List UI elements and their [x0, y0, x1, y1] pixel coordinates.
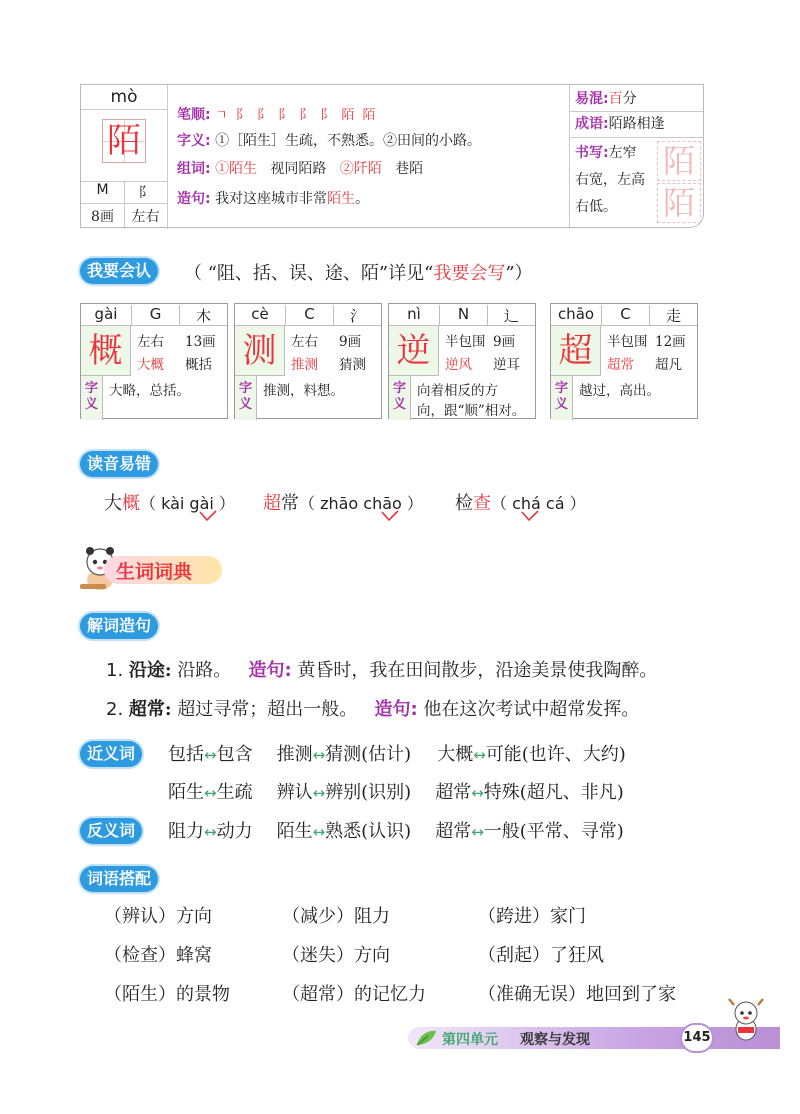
explain-item-2 [106, 695, 639, 721]
sentence-post: 。 [355, 191, 370, 207]
word-pair [435, 778, 624, 804]
pair-word-a: 包括 [168, 744, 204, 765]
recognize-note-pre: （ “阻、括、误、途、陌”详见“ [184, 263, 434, 284]
tracing-char-1: 陌 [662, 142, 695, 180]
pair-word-a: 超常 [435, 821, 472, 842]
card-radical: 木 [179, 305, 227, 326]
pair-word-b: 动力 [216, 821, 253, 842]
double-arrow-icon: ↔ [312, 746, 326, 764]
writing-text-1: 左窄 [608, 145, 637, 161]
card-structure: 半包围 [607, 334, 648, 350]
pinyin: mò [110, 87, 138, 107]
pair-word-a: 大概 [437, 744, 474, 765]
pair-word-a: 陌生 [276, 821, 313, 842]
confuse-text: 分 [622, 91, 637, 107]
sentence-pre: 我对这座城市非常 [215, 191, 328, 207]
stroke-order-sequence: ㄱ 阝 阝 阝 阝 阝 陌 陌 [215, 108, 378, 123]
section-pill-antonyms: 反义词 [80, 818, 142, 844]
word-2: ②阡陌 [339, 161, 382, 177]
section-pill-synonyms: 近义词 [80, 741, 142, 767]
card-meaning [579, 381, 660, 401]
check-mark-icon [198, 510, 218, 522]
card-character-box [551, 326, 601, 376]
stroke-order-label: 笔顺: [177, 107, 211, 123]
pron-2-pinyin: （ zhāo chāo ） [299, 494, 423, 513]
recognize-note-post: ”） [505, 263, 533, 284]
card-word-red: 推测 [291, 357, 318, 373]
collocation-item: （减少）阻力 [282, 906, 390, 927]
double-arrow-icon: ↔ [312, 784, 326, 802]
word-pair [168, 778, 253, 804]
pron-3-red: 查 [473, 493, 491, 514]
section-pill-explain: 解词造句 [80, 613, 158, 639]
card-word: 概括 [185, 357, 212, 373]
recognize-card [550, 303, 698, 419]
card-word: 猜测 [339, 357, 366, 373]
pair-word-b: 辨别(识别) [325, 782, 412, 803]
card-word-red: 逆风 [445, 357, 472, 373]
footer-unit: 第四单元 [442, 1032, 498, 1048]
card-header-row [235, 304, 381, 326]
word-pair [277, 778, 412, 804]
dictionary-title: 生词词典 [116, 561, 193, 583]
card-header-row [551, 304, 697, 326]
card-word: 超凡 [655, 357, 682, 373]
meaning-line [177, 131, 481, 151]
pair-word-b: 一般(平常、寻常) [483, 821, 624, 842]
page-number: 145 [680, 1023, 714, 1053]
word-pair [168, 817, 253, 843]
double-arrow-icon: ↔ [473, 746, 486, 764]
idiom-line [575, 114, 665, 134]
pair-word-a: 阻力 [168, 821, 204, 842]
card-meaning-label: 字义 [389, 376, 411, 420]
card-radical: 氵 [333, 305, 381, 326]
words-label: 组词: [177, 161, 211, 177]
tracing-box-1 [657, 141, 701, 181]
synonyms-row-1 [168, 740, 626, 766]
explain-item-1 [106, 656, 657, 682]
collocation-item: （迷失）方向 [282, 945, 390, 966]
word-1b: 视同陌路 [270, 161, 327, 177]
confuse-line [575, 89, 637, 109]
double-arrow-icon: ↔ [204, 746, 217, 764]
word-2b: 巷陌 [395, 161, 424, 177]
idiom-label: 成语: [575, 116, 609, 132]
word-pair [168, 740, 253, 766]
pair-word-b: 包含 [216, 744, 253, 765]
double-arrow-icon: ↔ [471, 823, 484, 841]
tracing-box-2 [657, 183, 701, 223]
pair-word-a: 辨认 [276, 782, 313, 803]
card-structure: 左右 [291, 334, 318, 350]
card-character-box [389, 326, 439, 376]
pron-1-pinyin: （ kài gài ） [140, 494, 235, 513]
explain-2-sentence: 他在这次考试中超常发挥。 [423, 699, 640, 720]
explain-1-label: 造句: [248, 660, 292, 681]
footer-title: 观察与发现 [520, 1032, 590, 1048]
meaning-label: 字义: [177, 133, 211, 149]
writing-line [575, 143, 637, 163]
card-character: 测 [242, 331, 277, 371]
card-letter: G [131, 305, 179, 326]
card-meaning-label: 字义 [235, 376, 257, 420]
card-pinyin: chāo [557, 305, 595, 323]
card-meaning [263, 381, 344, 401]
card-strokes: 13画 [185, 334, 216, 350]
card-word-red: 大概 [137, 357, 164, 373]
card-header-row [81, 304, 227, 326]
word-pair [437, 740, 626, 766]
explain-1-def: 沿路。 [177, 660, 232, 681]
card-meaning-line-1: 大略，总括。 [109, 383, 190, 399]
check-mark-icon [520, 510, 540, 522]
recognize-card [80, 303, 228, 419]
footer-bar [408, 1023, 800, 1053]
stroke-order-line [177, 105, 378, 126]
card-meaning-line-1: 越过，高出。 [579, 383, 660, 399]
explain-1-sentence: 黄昏时，我在田间散步，沿途美景使我陶醉。 [297, 660, 658, 681]
card-header-row [389, 304, 535, 326]
pair-word-b: 生疏 [216, 782, 253, 803]
card-word: 逆耳 [493, 357, 520, 373]
character-card [80, 84, 704, 228]
card-structure: 半包围 [445, 334, 486, 350]
synonyms-row-2 [168, 778, 624, 804]
sentence-label: 造句: [177, 191, 211, 207]
section-pill-pronunciation: 读音易错 [80, 451, 158, 477]
pron-1-pre: 大 [104, 493, 122, 514]
collocation-item: （陌生）的景物 [104, 984, 230, 1005]
pair-word-b: 特殊(超凡、非凡) [483, 782, 624, 803]
card-structure: 左右 [137, 334, 164, 350]
confuse-char: 百 [608, 91, 623, 107]
explain-1-term: 沿途: [128, 660, 172, 681]
card-meaning-line-1: 推测，料想。 [263, 383, 344, 399]
pair-word-b: 熟悉(认识) [325, 821, 412, 842]
structure: 左右 [131, 209, 160, 225]
recognize-card [388, 303, 536, 419]
word-pair [435, 817, 624, 843]
section-pill-recognize: 我要会认 [80, 258, 158, 284]
card-radical: 辶 [487, 305, 535, 326]
card-word-red: 超常 [607, 357, 634, 373]
explain-2-num: 2. [106, 699, 124, 720]
explain-2-def: 超过寻常；超出一般。 [177, 699, 358, 720]
meaning-text: ①［陌生］生疏，不熟悉。②田间的小路。 [215, 133, 482, 149]
card-character-box [81, 326, 131, 376]
collocation-item: （刮起）了狂风 [478, 945, 604, 966]
recognize-card [234, 303, 382, 419]
card-letter: C [285, 305, 333, 326]
card-meaning-line-2: 向，跟“顺”相对。 [417, 403, 526, 419]
cartoon-mascot-icon [724, 997, 768, 1043]
writing-label: 书写: [575, 145, 609, 161]
pron-2-red: 超 [263, 493, 281, 514]
collocation-item: （检查）蜂窝 [104, 945, 212, 966]
card-letter: C [601, 305, 649, 326]
character-box [102, 119, 146, 163]
double-arrow-icon: ↔ [204, 823, 217, 841]
card-letter: N [439, 305, 487, 326]
radical-letter: M [96, 182, 109, 198]
card-meaning [417, 381, 525, 421]
writing-text-2: 右宽，左高 [575, 172, 645, 188]
card-strokes: 9画 [493, 334, 516, 350]
collocation-item: （准确无误）地回到了家 [478, 984, 676, 1005]
word-pair [277, 740, 412, 766]
recognize-note-link: 我要会写 [433, 263, 506, 284]
card-strokes: 12画 [655, 334, 686, 350]
collocation-item: （辨认）方向 [104, 906, 212, 927]
collocation-item: （超常）的记忆力 [282, 984, 426, 1005]
tracing-char-2: 陌 [662, 184, 695, 222]
card-character: 超 [558, 331, 593, 371]
card-character: 逆 [396, 331, 431, 371]
pair-word-b: 可能(也许、大约) [485, 744, 626, 765]
double-arrow-icon: ↔ [204, 784, 217, 802]
recognize-note [184, 259, 533, 285]
leaf-icon [414, 1027, 438, 1049]
pron-1-red: 概 [122, 493, 140, 514]
double-arrow-icon: ↔ [471, 784, 484, 802]
writing-text-3: 右低。 [575, 199, 617, 215]
check-mark-icon [380, 510, 400, 522]
sentence-highlight: 陌生 [327, 191, 356, 207]
word-1: ①陌生 [215, 161, 258, 177]
pair-word-a: 超常 [435, 782, 472, 803]
card-pinyin: gài [94, 305, 118, 323]
idiom-text: 陌路相逢 [608, 116, 665, 132]
words-line [177, 159, 423, 179]
explain-1-num: 1. [106, 660, 124, 681]
card-meaning-label: 字义 [551, 376, 573, 420]
main-character: 陌 [107, 121, 141, 161]
section-pill-collocations: 词语搭配 [80, 866, 158, 892]
stroke-count: 8画 [91, 209, 114, 225]
card-meaning [109, 381, 190, 401]
pair-word-b: 猜测(估计) [325, 744, 412, 765]
card-pinyin: cè [251, 305, 269, 323]
confuse-label: 易混: [575, 91, 609, 107]
card-character-box [235, 326, 285, 376]
pair-word-a: 推测 [276, 744, 313, 765]
explain-2-label: 造句: [374, 699, 418, 720]
pron-2-post: 常 [281, 493, 299, 514]
card-meaning-label: 字义 [81, 376, 103, 420]
sentence-line [177, 189, 369, 209]
antonyms-row [168, 817, 624, 843]
card-pinyin: nì [407, 305, 421, 323]
card-character: 概 [88, 331, 123, 371]
pair-word-a: 陌生 [168, 782, 204, 803]
card-strokes: 9画 [339, 334, 362, 350]
word-pair [277, 817, 412, 843]
radical: 阝 [138, 185, 153, 201]
double-arrow-icon: ↔ [312, 823, 326, 841]
pron-3-pre: 检 [455, 493, 473, 514]
card-radical: 走 [649, 305, 697, 326]
collocation-item: （跨进）家门 [478, 906, 586, 927]
pron-3-pinyin: （ chá cá ） [491, 494, 586, 513]
card-meaning-line-1: 向着相反的方 [417, 383, 498, 399]
explain-2-term: 超常: [128, 699, 172, 720]
